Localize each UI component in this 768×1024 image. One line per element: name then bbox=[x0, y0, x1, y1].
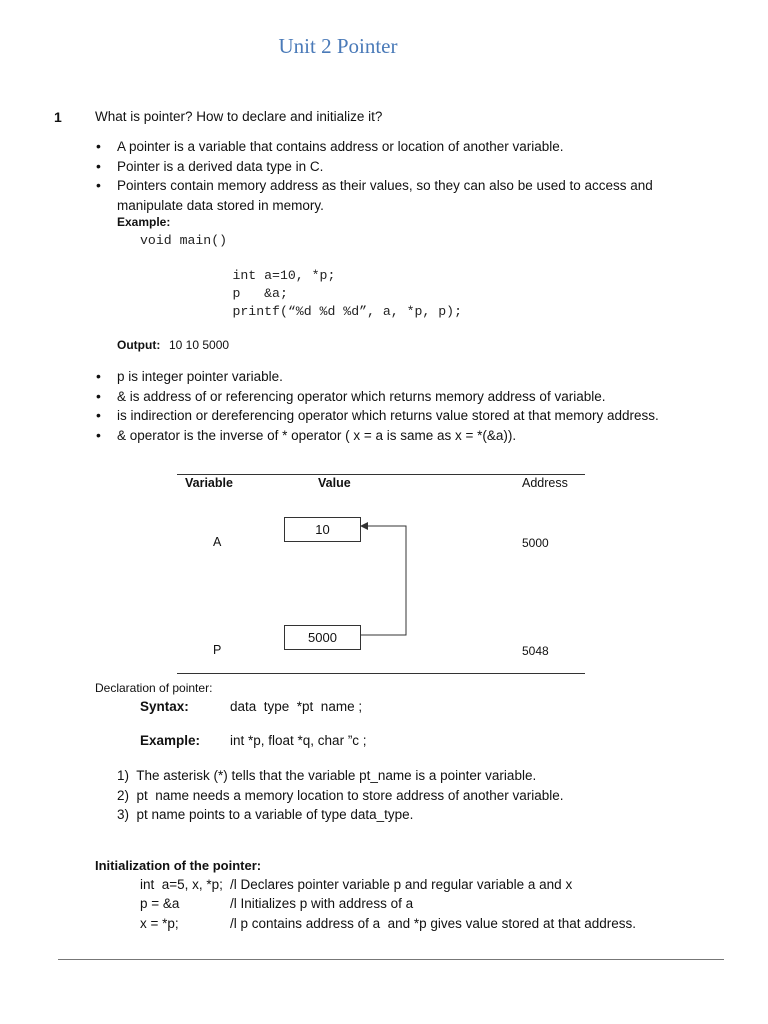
declaration-label: Declaration of pointer: bbox=[95, 681, 213, 695]
list-item: • Pointers contain memory address as their values, so they can also be used to access and manipulate data stored in memory. bbox=[95, 176, 705, 215]
init-comment: /l Declares pointer variable p and regular variable a and x bbox=[230, 877, 573, 892]
header-variable: Variable bbox=[185, 476, 233, 490]
row-p-variable: P bbox=[213, 643, 222, 657]
list-item: • is indirection or dereferencing operator which returns value stored at that memory address. bbox=[95, 406, 705, 426]
row-p-value-box: 5000 bbox=[284, 625, 361, 650]
row-a-variable: A bbox=[213, 535, 222, 549]
code-line: printf(“%d %d %d”, a, *p, p); bbox=[185, 304, 462, 319]
list-item: 2) pt name needs a memory location to store address of another variable. bbox=[117, 787, 564, 803]
init-comment: /l p contains address of a and *p gives value stored at that address. bbox=[230, 916, 636, 931]
code-line: int a=10, *p; bbox=[185, 268, 336, 283]
list-item: • Pointer is a derived data type in C. bbox=[95, 157, 705, 177]
code-line: void main() bbox=[140, 233, 228, 248]
init-code-line: int a=5, x, *p; bbox=[140, 877, 223, 892]
row-p-address: 5048 bbox=[522, 644, 549, 658]
list-item: • p is integer pointer variable. bbox=[95, 367, 705, 387]
page-title: Unit 2 Pointer bbox=[278, 34, 398, 58]
output-label: Output: bbox=[117, 338, 161, 352]
table-bottom-rule bbox=[177, 673, 585, 674]
code-line: p &a; bbox=[185, 286, 288, 301]
question-text: What is pointer? How to declare and initialize it? bbox=[95, 109, 383, 124]
example-label: Example: bbox=[117, 215, 171, 229]
syntax-value: data type *pt name ; bbox=[230, 699, 363, 714]
list-item: • A pointer is a variable that contains address or location of another variable. bbox=[95, 137, 705, 157]
footer-divider bbox=[58, 959, 724, 960]
list-item: 1) The asterisk (*) tells that the variable pt_name is a pointer variable. bbox=[117, 768, 537, 783]
syntax-label: Syntax: bbox=[140, 699, 189, 714]
list-item: 3) pt name points to a variable of type data_type. bbox=[117, 807, 414, 822]
header-address: Address bbox=[522, 476, 568, 490]
question-number: 1 bbox=[54, 109, 62, 125]
initialization-label: Initialization of the pointer: bbox=[95, 858, 262, 873]
decl-example-value: int *p, float *q, char ”c ; bbox=[230, 733, 367, 748]
init-code-line: p = &a bbox=[140, 896, 180, 911]
row-a-value-box: 10 bbox=[284, 517, 361, 542]
init-comment: /l Initializes p with address of a bbox=[230, 896, 414, 911]
declaration-steps bbox=[117, 766, 717, 825]
init-code-line: x = *p; bbox=[140, 916, 179, 931]
arrowhead-icon bbox=[360, 522, 368, 530]
row-a-address: 5000 bbox=[522, 536, 549, 550]
output-value: 10 10 5000 bbox=[169, 338, 230, 352]
list-item: • & operator is the inverse of * operator ( x = a is same as x = *(&a)). bbox=[95, 426, 705, 446]
decl-example-label: Example: bbox=[140, 733, 201, 748]
header-value: Value bbox=[318, 476, 351, 490]
list-item: • & is address of or referencing operator which returns memory address of variable. bbox=[95, 387, 705, 407]
